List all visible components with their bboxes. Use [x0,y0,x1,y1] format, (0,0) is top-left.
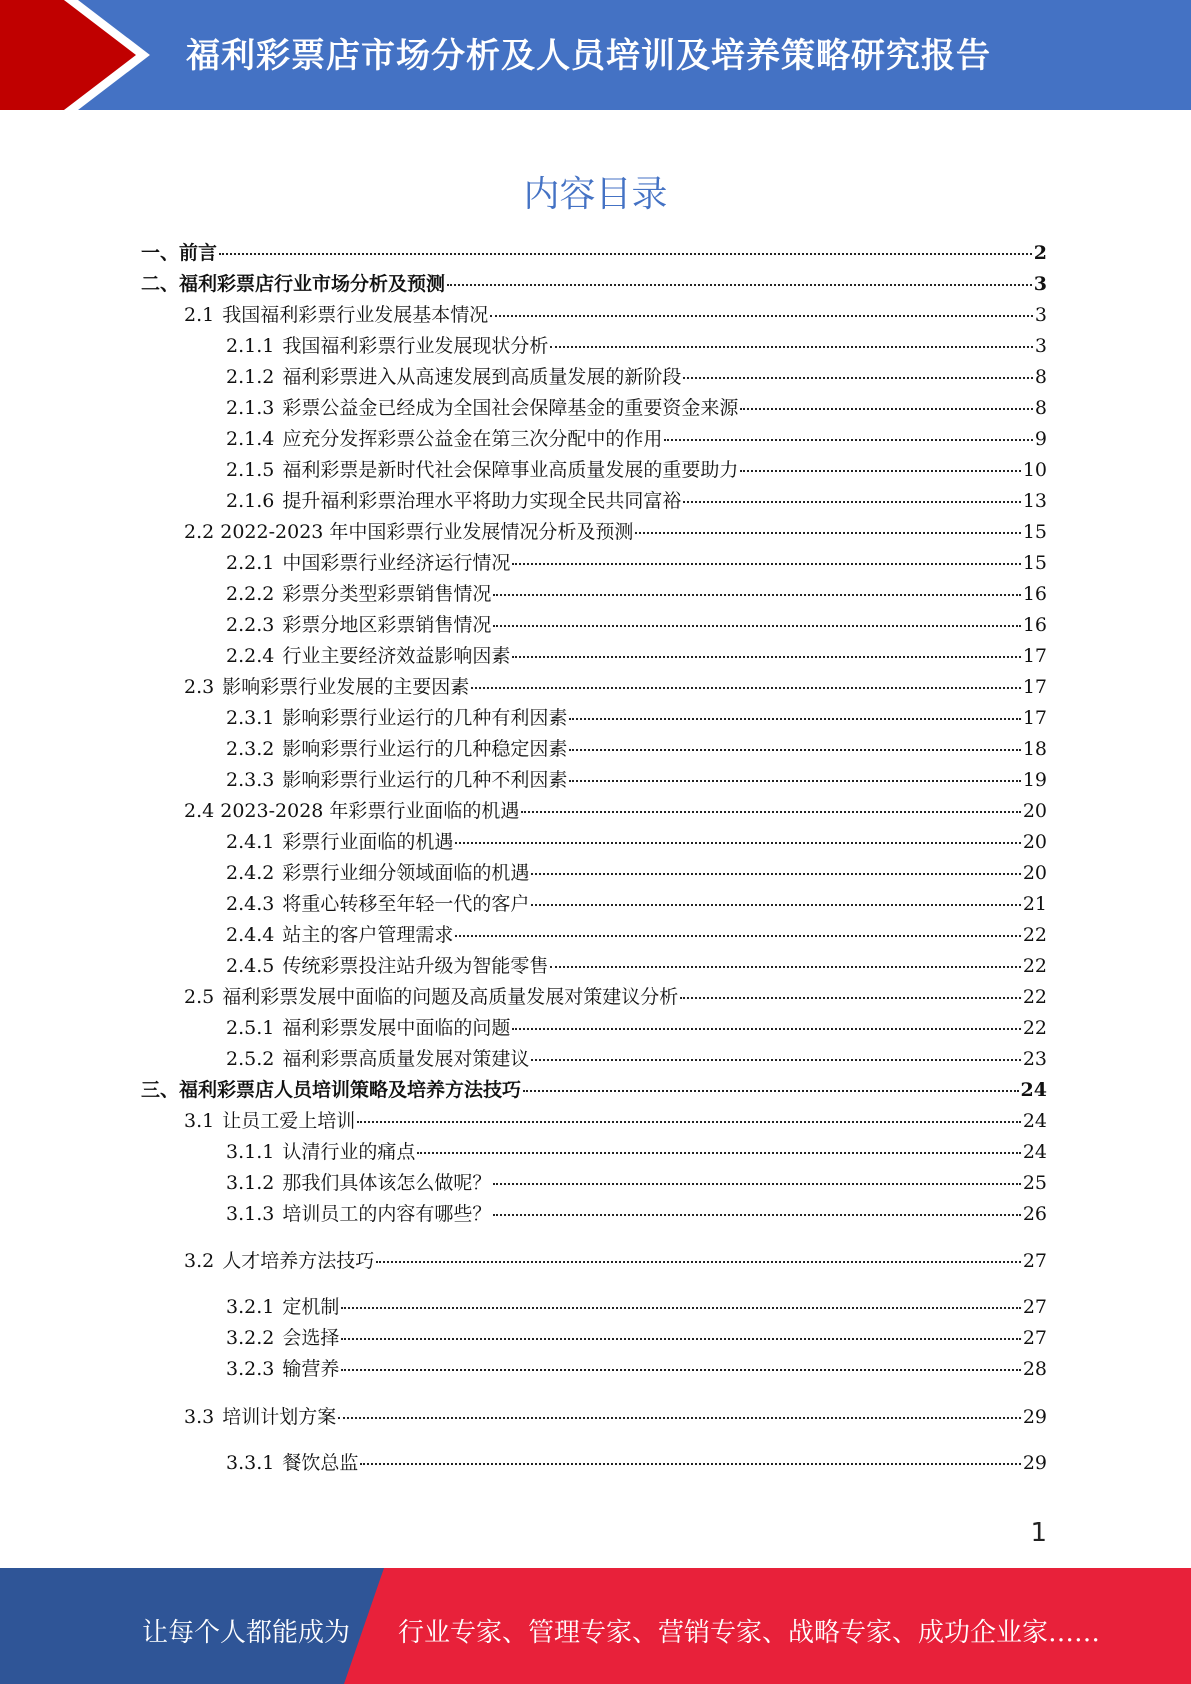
toc-entry-title: 我国福利彩票行业发展基本情况 [222,304,489,326]
toc-entry-page: 8 [1034,366,1047,388]
toc-entry-title: 福利彩票发展中面临的问题及高质量发展对策建议分析 [222,986,679,1008]
toc-entry[interactable] [141,269,1047,300]
toc-entry-number: 2.4.2 [226,862,275,884]
toc-entry-number: 2.4.4 [226,924,275,946]
footer-slogan-right: 行业专家、管理专家、营销专家、战略专家、成功企业家…… [398,1618,1101,1648]
toc-entry-number: 2.1 [184,304,215,326]
toc-entry[interactable] [184,796,1047,827]
toc-heading: 内容目录 [523,174,668,215]
toc-dot-leader [531,1059,1020,1061]
toc-entry-number: 2.1.5 [226,459,275,481]
toc-entry-page: 22 [1022,955,1047,977]
toc-entry-page: 2 [1033,242,1047,264]
toc-entry[interactable] [226,920,1047,951]
toc-entry-page: 21 [1022,893,1047,915]
toc-entry-title: 彩票分类型彩票销售情况 [282,583,492,605]
toc-entry-title: 让员工爱上培训 [222,1110,356,1132]
toc-entry-number: 2.2.2 [226,583,275,605]
toc-entry-page: 20 [1022,800,1047,822]
toc-entry[interactable] [226,889,1047,920]
report-title: 福利彩票店市场分析及人员培训及培养策略研究报告 [186,36,991,76]
toc-entry[interactable] [226,1137,1047,1168]
toc-entry-title: 传统彩票投注站升级为智能零售 [282,955,549,977]
toc-entry-title: 提升福利彩票治理水平将助力实现全民共同富裕 [282,490,682,512]
toc-entry-title: 一、前言 [141,242,218,264]
page-footer [0,1568,1191,1684]
toc-entry-title: 那我们具体该怎么做呢？ [282,1172,492,1194]
toc-entry[interactable] [184,1246,1047,1277]
page-number: 1 [1030,1518,1047,1548]
toc-entry-title: 福利彩票是新时代社会保障事业高质量发展的重要助力 [282,459,739,481]
toc-entry[interactable] [226,1292,1047,1323]
toc-dot-leader [512,1028,1020,1030]
toc-dot-leader [683,377,1033,379]
toc-entry-title: 培训计划方案 [222,1406,337,1428]
toc-entry-title: 影响彩票行业运行的几种有利因素 [282,707,568,729]
toc-dot-leader [471,687,1021,689]
toc-entry[interactable] [226,1354,1047,1385]
toc-entry-title: 定机制 [282,1296,340,1318]
toc-dot-leader [490,315,1033,317]
toc-entry[interactable] [226,548,1047,579]
toc-dot-leader [376,1261,1021,1263]
toc-entry[interactable] [226,579,1047,610]
toc-entry[interactable] [226,1044,1047,1075]
toc-entry-page: 22 [1022,924,1047,946]
toc-entry-title: 2.4 2023-2028 年彩票行业面临的机遇 [184,800,520,822]
toc-entry-title: 影响彩票行业发展的主要因素 [222,676,470,698]
toc-entry-number: 2.2.4 [226,645,275,667]
toc-entry-page: 28 [1022,1358,1047,1380]
toc-entry[interactable] [226,703,1047,734]
toc-entry[interactable] [226,1168,1047,1199]
toc-dot-leader [493,594,1020,596]
toc-dot-leader [531,904,1020,906]
toc-dot-leader [447,284,1032,286]
toc-entry-number: 2.3.2 [226,738,275,760]
toc-dot-leader [341,1338,1020,1340]
toc-entry-page: 17 [1022,645,1047,667]
toc-entry[interactable] [226,858,1047,889]
toc-entry[interactable] [226,1013,1047,1044]
toc-entry-page: 3 [1034,304,1047,326]
toc-dot-leader [512,656,1020,658]
toc-dot-leader [417,1152,1020,1154]
toc-entry-page: 10 [1022,459,1047,481]
toc-entry-page: 17 [1022,676,1047,698]
toc-dot-leader [360,1463,1020,1465]
toc-entry-title: 福利彩票发展中面临的问题 [282,1017,511,1039]
toc-entry[interactable] [226,486,1047,517]
toc-entry-number: 3.1.3 [226,1203,275,1225]
toc-entry-title: 彩票行业面临的机遇 [282,831,454,853]
toc-entry-title: 我国福利彩票行业发展现状分析 [282,335,549,357]
toc-dot-leader [635,532,1020,534]
toc-entry-title: 认清行业的痛点 [282,1141,416,1163]
toc-entry-number: 2.3.1 [226,707,275,729]
toc-entry-number: 3.2.3 [226,1358,275,1380]
toc-entry-title: 人才培养方法技巧 [222,1250,375,1272]
toc-entry[interactable] [184,1402,1047,1433]
toc-entry-number: 2.3 [184,676,215,698]
toc-dot-leader [455,935,1020,937]
toc-entry-title: 会选择 [282,1327,340,1349]
toc-entry-number: 2.1.4 [226,428,275,450]
toc-dot-leader [531,873,1020,875]
toc-entry-page: 15 [1022,521,1047,543]
toc-entry-page: 3 [1034,335,1047,357]
toc-entry[interactable] [226,765,1047,796]
toc-entry-number: 3.1.2 [226,1172,275,1194]
toc-dot-leader [569,749,1020,751]
toc-entry-page: 22 [1022,986,1047,1008]
toc-entry-title: 彩票行业细分领域面临的机遇 [282,862,530,884]
toc-dot-leader [219,253,1032,255]
toc-entry-number: 3.2.1 [226,1296,275,1318]
toc-entry-number: 3.1 [184,1110,215,1132]
toc-entry-title: 中国彩票行业经济运行情况 [282,552,511,574]
toc-entry-number: 3.3 [184,1406,215,1428]
toc-entry-page: 15 [1022,552,1047,574]
toc-dot-leader [521,811,1020,813]
toc-entry[interactable] [226,455,1047,486]
toc-dot-leader [740,408,1033,410]
toc-entry[interactable] [226,331,1047,362]
toc-dot-leader [338,1417,1021,1419]
toc-entry-page: 16 [1022,614,1047,636]
toc-entry-number: 3.1.1 [226,1141,275,1163]
toc-entry-page: 27 [1022,1250,1047,1272]
toc-entry-page: 29 [1022,1452,1047,1474]
toc-entry-page: 9 [1034,428,1047,450]
toc-dot-leader [341,1369,1020,1371]
toc-entry-title: 将重心转移至年轻一代的客户 [282,893,530,915]
toc-entry[interactable] [226,734,1047,765]
toc-entry[interactable] [226,610,1047,641]
toc-entry[interactable] [226,1323,1047,1354]
toc-entry-number: 2.4.1 [226,831,275,853]
toc-entry-title: 行业主要经济效益影响因素 [282,645,511,667]
toc-entry-number: 2.3.3 [226,769,275,791]
toc-entry-page: 20 [1022,831,1047,853]
toc-entry-title: 2.2 2022-2023 年中国彩票行业发展情况分析及预测 [184,521,634,543]
toc-entry-page: 26 [1022,1203,1047,1225]
toc-entry-page: 17 [1022,707,1047,729]
toc-dot-leader [683,501,1020,503]
toc-entry-page: 20 [1022,862,1047,884]
toc-entry-title: 彩票分地区彩票销售情况 [282,614,492,636]
toc-entry[interactable] [226,827,1047,858]
toc-dot-leader [493,1183,1020,1185]
toc-entry-number: 2.1.2 [226,366,275,388]
toc-entry[interactable] [226,393,1047,424]
toc-entry-title: 输营养 [282,1358,340,1380]
toc-entry-number: 3.2.2 [226,1327,275,1349]
toc-entry-page: 13 [1022,490,1047,512]
toc-entry-number: 2.4.3 [226,893,275,915]
toc-entry[interactable] [226,1199,1047,1230]
toc-entry-page: 23 [1022,1048,1047,1070]
toc-entry[interactable] [184,300,1047,331]
toc-dot-leader [493,1214,1020,1216]
toc-entry-title: 培训员工的内容有哪些？ [282,1203,492,1225]
toc-dot-leader [550,966,1020,968]
toc-dot-leader [357,1121,1021,1123]
toc-entry-page: 25 [1022,1172,1047,1194]
toc-dot-leader [569,718,1020,720]
toc-entry-title: 应充分发挥彩票公益金在第三次分配中的作用 [282,428,663,450]
toc-entry-page: 29 [1022,1406,1047,1428]
toc-entry-number: 2.5.1 [226,1017,275,1039]
toc-entry-page: 19 [1022,769,1047,791]
toc-entry-title: 彩票公益金已经成为全国社会保障基金的重要资金来源 [282,397,739,419]
toc-entry[interactable] [226,362,1047,393]
toc-entry-number: 2.1.3 [226,397,275,419]
toc-entry[interactable] [226,424,1047,455]
toc-entry-number: 2.2.1 [226,552,275,574]
toc-entry-title: 站主的客户管理需求 [282,924,454,946]
toc-entry[interactable] [226,951,1047,982]
toc-entry-page: 3 [1033,273,1047,295]
toc-entry[interactable] [226,1448,1047,1479]
toc-entry-page: 27 [1022,1327,1047,1349]
toc-entry[interactable] [141,1075,1047,1106]
toc-dot-leader [493,625,1020,627]
toc-entry-page: 22 [1022,1017,1047,1039]
toc-dot-leader [341,1307,1020,1309]
toc-entry[interactable] [226,641,1047,672]
toc-entry-title: 三、福利彩票店人员培训策略及培养方法技巧 [141,1079,522,1101]
toc-entry-page: 24 [1020,1079,1047,1101]
page-header [0,0,1191,110]
toc-entry-page: 24 [1022,1141,1047,1163]
toc-entry-title: 二、福利彩票店行业市场分析及预测 [141,273,446,295]
toc-dot-leader [569,780,1020,782]
toc-entry-title: 福利彩票进入从高速发展到高质量发展的新阶段 [282,366,682,388]
toc-entry-page: 18 [1022,738,1047,760]
toc-entry-page: 27 [1022,1296,1047,1318]
toc-entry[interactable] [184,982,1047,1013]
footer-slogan-left: 让每个人都能成为 [142,1618,351,1648]
toc-entry[interactable] [184,1106,1047,1137]
toc-entry-number: 2.1.1 [226,335,275,357]
toc-entry-number: 2.5.2 [226,1048,275,1070]
toc-entry[interactable] [141,238,1047,269]
toc-entry-number: 3.3.1 [226,1452,275,1474]
toc-dot-leader [512,563,1020,565]
toc-entry-title: 福利彩票高质量发展对策建议 [282,1048,530,1070]
toc-dot-leader [455,842,1020,844]
toc-entry-number: 2.4.5 [226,955,275,977]
toc-entry[interactable] [184,672,1047,703]
toc-entry[interactable] [184,517,1047,548]
toc-dot-leader [680,997,1021,999]
toc-entry-number: 2.5 [184,986,215,1008]
toc-entry-page: 16 [1022,583,1047,605]
toc-dot-leader [523,1090,1019,1092]
toc-entry-number: 2.1.6 [226,490,275,512]
toc-entry-number: 3.2 [184,1250,215,1272]
toc-entry-number: 2.2.3 [226,614,275,636]
toc-entry-title: 餐饮总监 [282,1452,359,1474]
toc-dot-leader [550,346,1033,348]
toc-entry-title: 影响彩票行业运行的几种不利因素 [282,769,568,791]
toc-dot-leader [740,470,1020,472]
toc-dot-leader [664,439,1033,441]
toc-entry-page: 8 [1034,397,1047,419]
toc-entry-page: 24 [1022,1110,1047,1132]
toc-entry-title: 影响彩票行业运行的几种稳定因素 [282,738,568,760]
